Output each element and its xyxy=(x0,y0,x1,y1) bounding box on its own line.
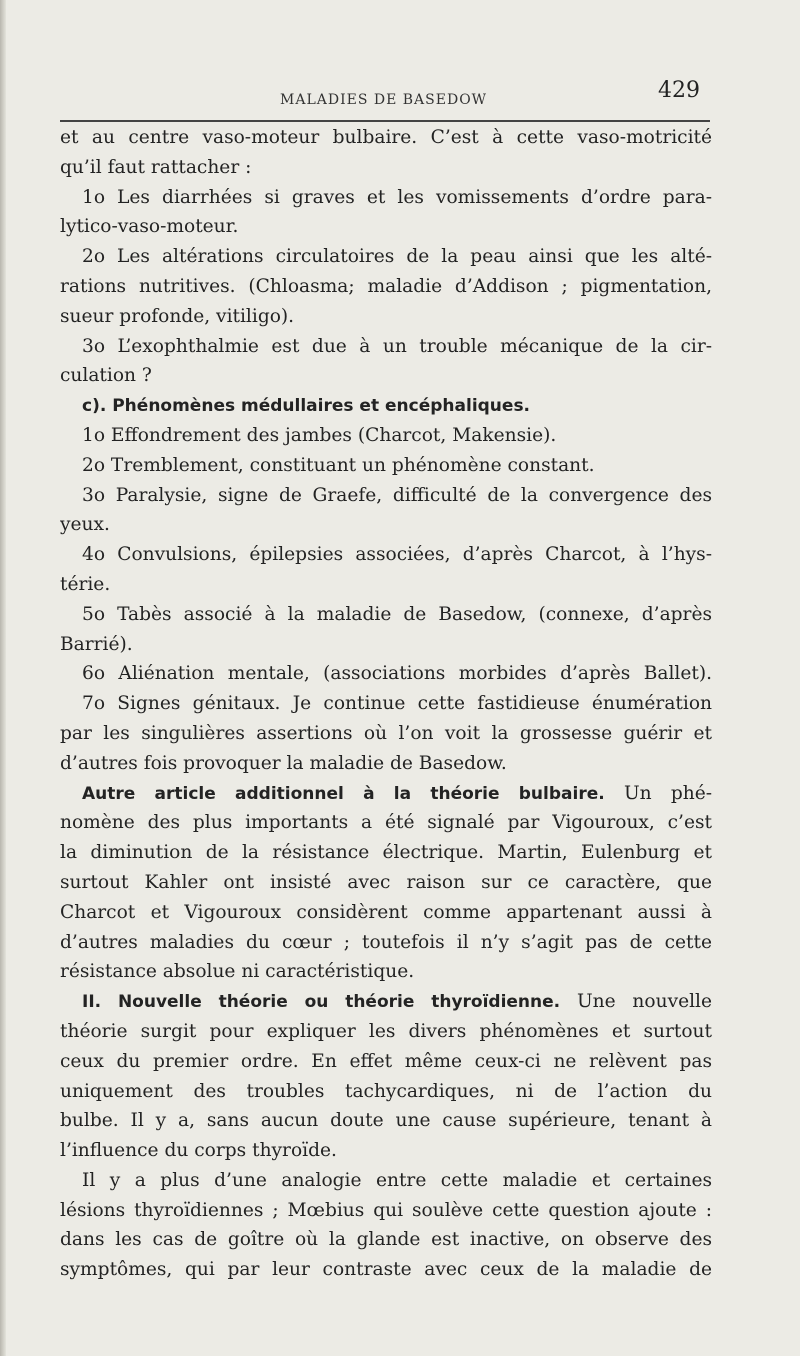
text-line: par les singulières assertions où l’on voit la grossesse guérir et xyxy=(60,722,712,744)
text-line: d’autres maladies du cœur ; toutefois il n’y s’agit pas de cette xyxy=(60,931,712,953)
text-line: qu’il faut rattacher : xyxy=(60,156,252,178)
text-line: d’autres fois provoquer la maladie de Basedow. xyxy=(60,752,507,774)
text-line: la diminution de la résistance électrique. Martin, Eulenburg et xyxy=(60,842,712,864)
heading-autre-article: Autre article additionnel à la théorie bulbaire. xyxy=(82,783,605,804)
text-line: Barrié). xyxy=(60,633,133,655)
section-heading-c: c). Phénomènes médullaires et encéphaliques. xyxy=(82,396,531,417)
paragraph-heading-line xyxy=(60,779,712,809)
text-line: Il y a plus d’une analogie entre cette maladie et certaines xyxy=(82,1169,712,1191)
text-line: lésions thyroïdiennes ; Mœbius qui soulève cette question ajoute : xyxy=(60,1199,712,1221)
text-line: culation ? xyxy=(60,365,152,387)
text-line: ceux du premier ordre. En effet même ceux-ci ne relèvent pas xyxy=(60,1050,712,1072)
heading-continuation: Un phé- xyxy=(604,782,712,804)
list-item-line: 1o Les diarrhées si graves et les vomissements d’ordre para- xyxy=(82,186,712,208)
heading-continuation: Une nouvelle xyxy=(560,991,712,1013)
list-item-line: 1o Effondrement des jambes (Charcot, Makensie). xyxy=(82,424,557,446)
paragraph-heading-line xyxy=(60,987,712,1017)
text-line: symptômes, qui par leur contraste avec ceux de la maladie de xyxy=(60,1259,712,1281)
list-item-line: 6o Aliénation mentale, (associations morbides d’après Ballet). xyxy=(82,663,712,685)
text-line: théorie surgit pour expliquer les divers phénomènes et surtout xyxy=(60,1020,712,1042)
text-line: surtout Kahler ont insisté avec raison sur ce caractère, que xyxy=(60,871,712,893)
text-line: uniquement des troubles tachycardiques, ni de l’action du xyxy=(60,1080,712,1102)
text-line: yeux. xyxy=(60,514,110,536)
header-rule xyxy=(60,120,710,122)
text-line: lytico-vaso-moteur. xyxy=(60,216,239,238)
page-edge xyxy=(0,0,6,1356)
text-line: résistance absolue ni caractéristique. xyxy=(60,961,415,983)
section-heading-line xyxy=(60,391,712,421)
text-line: sueur profonde, vitiligo). xyxy=(60,305,295,327)
text-line: térie. xyxy=(60,573,111,595)
list-item-line: 3o Paralysie, signe de Graefe, difficulté de la convergence des xyxy=(82,484,712,506)
page-header xyxy=(60,78,710,118)
list-item-line: 5o Tabès associé à la maladie de Basedow, (connexe, d’après xyxy=(82,603,712,625)
text-line: dans les cas de goître où la glande est inactive, on observe des xyxy=(60,1229,712,1251)
text-line: bulbe. Il y a, sans aucun doute une cause supérieure, tenant à xyxy=(60,1110,712,1132)
text-line: l’influence du corps thyroïde. xyxy=(60,1140,337,1162)
body-text xyxy=(60,123,712,1285)
list-item-line: 2o Les altérations circulatoires de la peau ainsi que les alté- xyxy=(82,246,712,268)
text-line: et au centre vaso-moteur bulbaire. C’est à cette vaso-motricité xyxy=(60,127,712,148)
text-line: rations nutritives. (Chloasma; maladie d’Addison ; pigmentation, xyxy=(60,275,712,297)
running-title: MALADIES DE BASEDOW xyxy=(280,92,488,108)
text-line: Charcot et Vigouroux considèrent comme appartenant aussi à xyxy=(60,901,712,923)
text-line: nomène des plus importants a été signalé par Vigouroux, c’est xyxy=(60,812,712,834)
list-item-line: 7o Signes génitaux. Je continue cette fastidieuse énumération xyxy=(82,693,712,715)
list-item-line: 4o Convulsions, épilepsies associées, d’après Charcot, à l’hys- xyxy=(82,544,712,566)
list-item-line: 3o L’exophthalmie est due à un trouble mécanique de la cir- xyxy=(82,335,712,357)
page-number: 429 xyxy=(658,78,700,103)
list-item-line: 2o Tremblement, constituant un phénomène constant. xyxy=(82,454,595,476)
heading-nouvelle-theorie: II. Nouvelle théorie ou théorie thyroïdienne. xyxy=(82,992,561,1013)
